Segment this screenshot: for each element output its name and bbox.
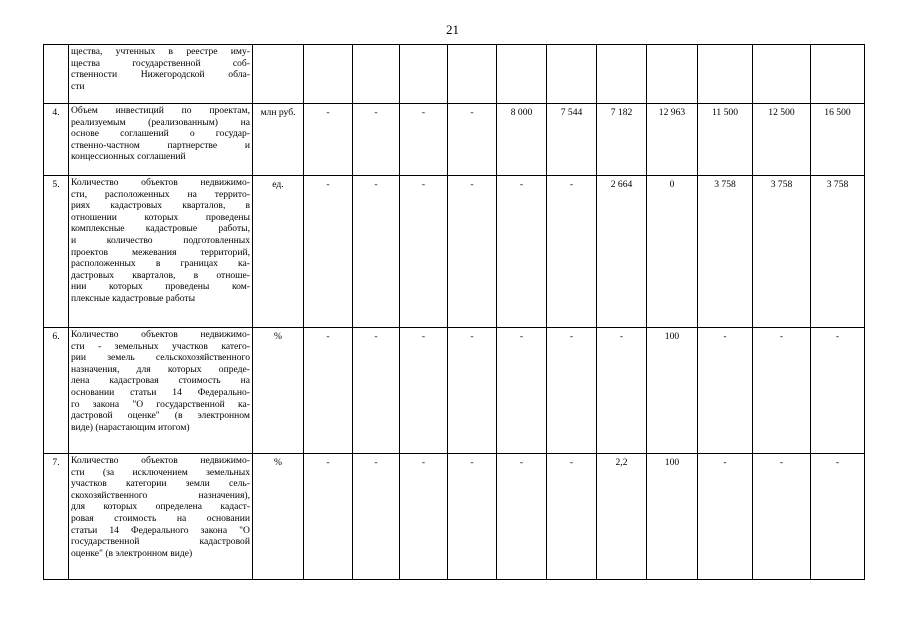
description-line: ственно-частном партнерстве и <box>71 139 250 151</box>
value-cell <box>811 45 865 104</box>
value-cell: - <box>353 176 400 328</box>
value-cell: 3 758 <box>698 176 753 328</box>
value-cell <box>448 45 497 104</box>
unit-of-measure: млн руб. <box>253 104 304 176</box>
value-cell: - <box>497 176 547 328</box>
description-line: щества государственной соб- <box>71 57 250 69</box>
indicator-description <box>69 328 253 454</box>
description-line: рии земель сельскохозяйственного <box>71 352 250 364</box>
value-cell: - <box>753 454 811 580</box>
value-cell: 7 544 <box>547 104 597 176</box>
value-cell: 3 758 <box>811 176 865 328</box>
table-row <box>44 45 865 104</box>
table-row <box>44 104 865 176</box>
value-cell: 8 000 <box>497 104 547 176</box>
description-line: основании статьи 14 Федерально- <box>71 386 250 398</box>
value-cell <box>497 45 547 104</box>
row-number: 7. <box>44 454 69 580</box>
value-cell: - <box>753 328 811 454</box>
indicator-description <box>69 454 253 580</box>
value-cell: 12 500 <box>753 104 811 176</box>
value-cell <box>547 45 597 104</box>
value-cell: - <box>811 328 865 454</box>
value-cell: - <box>353 328 400 454</box>
value-cell: - <box>698 454 753 580</box>
value-cell: 7 182 <box>597 104 647 176</box>
description-line: государственной кадастровой <box>71 536 250 548</box>
value-cell: - <box>597 328 647 454</box>
value-cell: - <box>448 104 497 176</box>
value-cell: 11 500 <box>698 104 753 176</box>
value-cell: 2 664 <box>597 176 647 328</box>
value-cell <box>400 45 448 104</box>
value-cell: - <box>304 176 353 328</box>
unit-of-measure: % <box>253 454 304 580</box>
value-cell: - <box>400 176 448 328</box>
value-cell: 16 500 <box>811 104 865 176</box>
description-line: виде) (нарастающим итогом) <box>71 421 190 433</box>
description-line: сти - земельных участков катего- <box>71 340 250 352</box>
description-line: для которых определена кадаст- <box>71 501 250 513</box>
description-line: нии которых проведены ком- <box>71 281 250 293</box>
unit-of-measure <box>253 45 304 104</box>
value-cell: - <box>497 328 547 454</box>
description-line: Количество объектов недвижимо- <box>71 177 250 188</box>
table-body <box>44 45 865 580</box>
value-cell: - <box>497 454 547 580</box>
description-line: статьи 14 Федерального закона "О <box>71 524 250 536</box>
description-line: концессионных соглашений <box>71 151 186 163</box>
description-line: ственности Нижегородской обла- <box>71 69 250 81</box>
description-line: сти <box>71 80 85 92</box>
description-line: назначения, для которых опреде- <box>71 363 250 375</box>
value-cell: - <box>698 328 753 454</box>
description-line: сти, расположенных на террито- <box>71 188 250 200</box>
row-number: 4. <box>44 104 69 176</box>
unit-of-measure: % <box>253 328 304 454</box>
value-cell: - <box>448 454 497 580</box>
value-cell: 100 <box>647 454 698 580</box>
row-number: 5. <box>44 176 69 328</box>
description-line: ровая стоимость на основании <box>71 512 250 524</box>
value-cell <box>304 45 353 104</box>
description-line: оценке" (в электронном виде) <box>71 547 193 559</box>
value-cell <box>753 45 811 104</box>
value-cell: - <box>304 104 353 176</box>
value-cell <box>698 45 753 104</box>
value-cell: - <box>811 454 865 580</box>
value-cell: - <box>353 104 400 176</box>
indicator-description <box>69 176 253 328</box>
description-line: участков категории земли сель- <box>71 478 250 490</box>
description-line: проектов межевания территорий, <box>71 246 250 258</box>
value-cell: - <box>547 454 597 580</box>
page-number: 21 <box>446 22 459 37</box>
description-line: скохозяйственного назначения), <box>71 489 250 501</box>
value-cell: - <box>448 328 497 454</box>
row-number <box>44 45 69 104</box>
description-line: основе соглашений о государ- <box>71 128 250 140</box>
value-cell <box>597 45 647 104</box>
value-cell: 3 758 <box>753 176 811 328</box>
table-row <box>44 454 865 580</box>
description-line: лена кадастровая стоимость на <box>71 375 250 387</box>
description-line: риях кадастровых кварталов, в <box>71 200 250 212</box>
value-cell: - <box>304 454 353 580</box>
value-cell: - <box>400 454 448 580</box>
value-cell <box>647 45 698 104</box>
description-line: сти (за исключением земельных <box>71 466 250 478</box>
value-cell: 0 <box>647 176 698 328</box>
row-number: 6. <box>44 328 69 454</box>
table-row <box>44 176 865 328</box>
description-line: расположенных в границах ка- <box>71 258 250 270</box>
description-line: отношении которых проведены <box>71 211 250 223</box>
value-cell: 2,2 <box>597 454 647 580</box>
description-line: Количество объектов недвижимо- <box>71 455 250 466</box>
description-line: и количество подготовленных <box>71 234 250 246</box>
description-line: комплексные кадастровые работы, <box>71 223 250 235</box>
description-line: реализуемым (реализованным) на <box>71 116 250 128</box>
value-cell: - <box>547 176 597 328</box>
description-line: дастровой оценке" (в электронном <box>71 410 250 422</box>
indicator-description <box>69 104 253 176</box>
description-line: плексные кадастровые работы <box>71 292 196 304</box>
value-cell: - <box>547 328 597 454</box>
description-line: Количество объектов недвижимо- <box>71 329 250 340</box>
description-line: дастровых кварталов, в отноше- <box>71 269 250 281</box>
description-line: щества, учтенных в реестре иму- <box>71 46 250 57</box>
value-cell <box>353 45 400 104</box>
unit-of-measure: ед. <box>253 176 304 328</box>
value-cell: - <box>304 328 353 454</box>
indicators-table <box>43 44 865 580</box>
description-line: го закона "О государственной ка- <box>71 398 250 410</box>
description-line: Объем инвестиций по проектам, <box>71 105 250 116</box>
value-cell: 100 <box>647 328 698 454</box>
value-cell: - <box>400 328 448 454</box>
value-cell: - <box>448 176 497 328</box>
table-row <box>44 328 865 454</box>
value-cell: - <box>353 454 400 580</box>
value-cell: 12 963 <box>647 104 698 176</box>
value-cell: - <box>400 104 448 176</box>
indicator-description <box>69 45 253 104</box>
